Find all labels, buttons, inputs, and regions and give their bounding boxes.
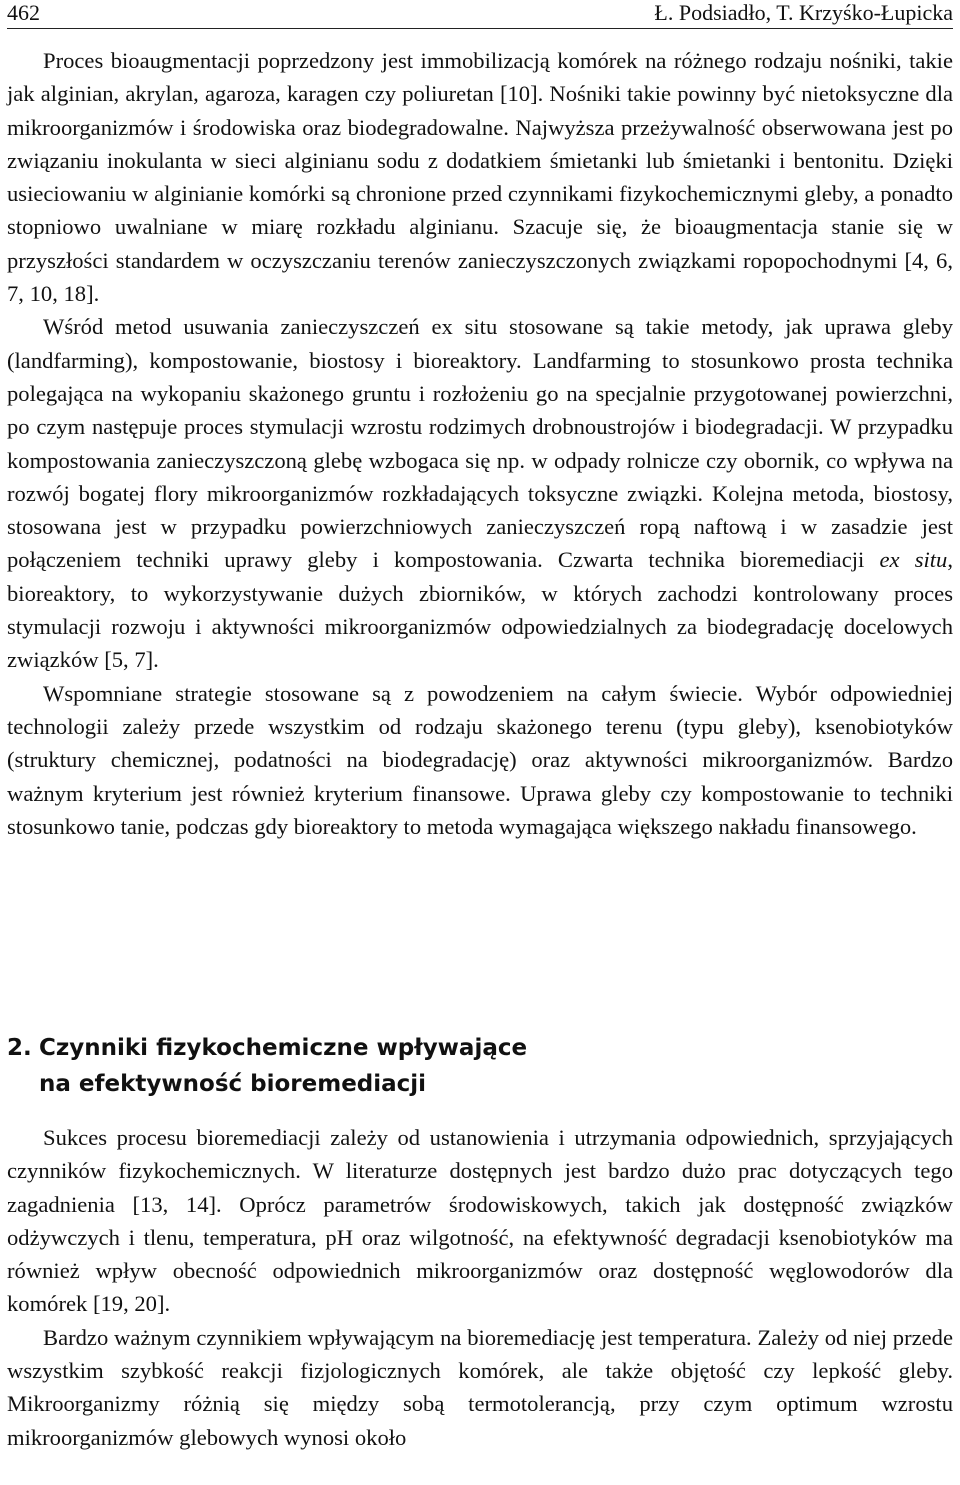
page-number: 462 xyxy=(7,0,40,25)
paragraph-strategies: Wspomniane strategie stosowane są z powodzeniem na całym świecie. Wybór odpowiedniej technologii zależy przede wszystkim od rodzaju skażonego terenu (typu gleby), ksenobiotyków (struktury chemicznej, podatności na biodegradację) oraz aktywności mikroorganizmów. Bardzo ważnym kryterium jest również kryterium finansowe. Uprawa gleby czy kompostowanie to techniki stosunkowo tanie, podczas gdy bioreaktory to metoda wymagająca większego nakładu finansowego. xyxy=(7,680,953,839)
section-number: 2. xyxy=(7,1035,32,1061)
section-title-line1: Czynniki fizykochemiczne wpływające xyxy=(39,1035,528,1061)
italic-term: ex situ xyxy=(879,547,948,573)
paragraph-bioaugmentation: Proces bioaugmentacji poprzedzony jest immobilizacją komórek na różnego rodzaju nośniki, takie jak alginian, akrylan, agaroza, karagen czy poliuretan [10]. Nośniki takie powinny być nietoksyczne dla mikroorganizmów i środowiska oraz biodegradowalne. Najwyższa przeżywalność obserwowana jest po związaniu inokulanta w sieci alginianu sodu z dodatkiem śmietanki lub śmietanki i bentonitu. Dzięki usieciowaniu w alginianie komórki są chronione przed czynnikami fizykochemicznymi gleby, a ponadto stopniowo uwalniane w miarę rozkładu alginianu. Szacuje się, że bioaugmentacja stanie się w przyszłości standardem w oczyszczaniu terenów zanieczyszczonych związkami ropopochodnymi [4, 6, 7, 10, 18]. xyxy=(7,48,953,307)
paragraph-text: , bioreaktory, to wykorzystywanie dużych zbiorników, w których zachodzi kontrolowany proces stymulacji rozwoju i aktywności mikroorganizmów odpowiedzialnych za biodegradację docelowych związków [5, 7]. xyxy=(7,547,953,673)
paragraph-temperature: Bardzo ważnym czynnikiem wpływającym na bioremediację jest temperatura. Zależy od niej przede wszystkim szybkość reakcji fizjologicznych komórek, ale także objętość czy lepkość gleby. Mikroorganizmy różnią się między sobą termotolerancją, przy czym optimum wzrostu mikroorganizmów glebowych wynosi około xyxy=(7,1324,953,1450)
section-heading xyxy=(7,1030,953,1102)
section-title-line2: na efektywność bioremediacji xyxy=(39,1071,427,1097)
running-header-authors: Ł. Podsiadło, T. Krzyśko-Łupicka xyxy=(654,0,953,25)
paragraph-success-factors: Sukces procesu bioremediacji zależy od ustanowienia i utrzymania odpowiednich, sprzyjających czynników fizykochemicznych. W literaturze dostępnych jest bardzo dużo prac dotyczących tego zagadnienia [13, 14]. Oprócz parametrów środowiskowych, takich jak dostępność związków odżywczych i tlenu, temperatura, pH oraz wilgotność, na efektywność degradacji ksenobiotyków ma również wpływ obecność odpowiednich mikroorganizmów oraz dostępność węglowodorów dla komórek [19, 20]. xyxy=(7,1125,953,1317)
running-header xyxy=(7,0,953,29)
body-text-top xyxy=(7,44,953,843)
paragraph-text: Wśród metod usuwania zanieczyszczeń ex situ stosowane są takie metody, jak uprawa gleby (landfarming), kompostowanie, biostosy i bioreaktory. Landfarming to stosunkowo prosta technika polegająca na wykopaniu skażonego gruntu i rozłożeniu go na specjalnie przygotowanej powierzchni, po czym następuje proces stymulacji wzrostu rodzimych drobnoustrojów i biodegradacji. W przypadku kompostowania zanieczyszczoną glebę wzbogaca się np. w odpady rolnicze czy obornik, co wpływa na rozwój bogatej flory mikroorganizmów rozkładających toksyczne związki. Kolejna metoda, biostosy, stosowana jest w przypadku powierzchniowych zanieczyszczeń ropą naftową i w zasadzie jest połączeniem techniki uprawy gleby i kompostowania. Czwarta technika bioremediacji xyxy=(7,314,953,573)
body-text-bottom xyxy=(7,1121,953,1454)
paragraph-ex-situ-methods xyxy=(7,310,953,676)
